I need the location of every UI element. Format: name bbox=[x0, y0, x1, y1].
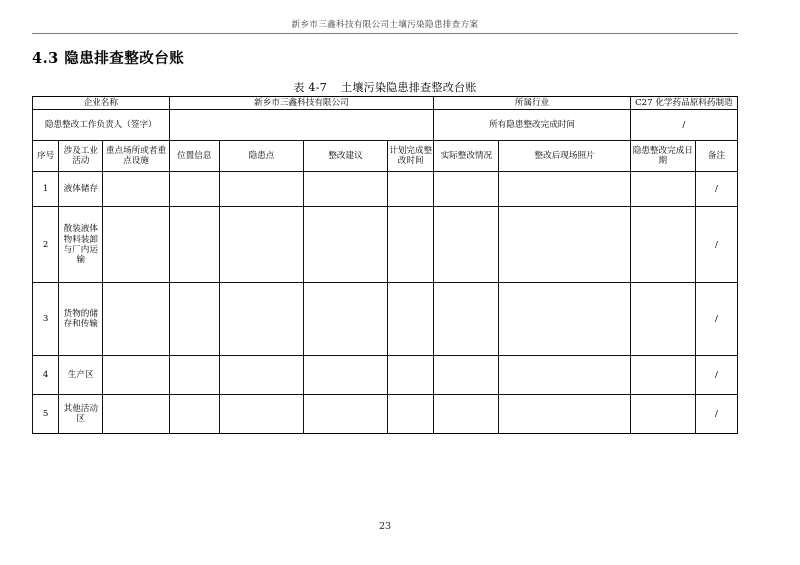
cell-actual-status[interactable] bbox=[434, 356, 499, 395]
page-number: 23 bbox=[378, 521, 392, 532]
cell-remark[interactable]: / bbox=[695, 283, 737, 356]
cell-index: 3 bbox=[33, 283, 59, 356]
cell-actual-status[interactable] bbox=[434, 395, 499, 434]
cell-planned-date[interactable] bbox=[388, 207, 434, 283]
cell-index: 2 bbox=[33, 207, 59, 283]
cell-remark[interactable]: / bbox=[695, 207, 737, 283]
page-title: 4.3 隐患排查整改台账 bbox=[32, 50, 185, 67]
column-header-rectification-completion-date: 隐患整改完成日期 bbox=[630, 141, 695, 172]
cell-planned-date[interactable] bbox=[388, 172, 434, 207]
meta-label-industry: 所属行业 bbox=[434, 97, 630, 110]
cell-industrial-activity: 液体储存 bbox=[59, 172, 103, 207]
cell-hazard-point[interactable] bbox=[219, 172, 303, 207]
column-header-index: 序号 bbox=[33, 141, 59, 172]
cell-planned-date[interactable] bbox=[388, 395, 434, 434]
cell-completion-date[interactable] bbox=[630, 356, 695, 395]
cell-location[interactable] bbox=[169, 207, 219, 283]
cell-location[interactable] bbox=[169, 395, 219, 434]
table-row-meta-enterprise bbox=[33, 97, 738, 110]
cell-photo[interactable] bbox=[499, 207, 630, 283]
cell-location[interactable] bbox=[169, 356, 219, 395]
cell-completion-date[interactable] bbox=[630, 207, 695, 283]
table-caption-title: 土壤污染隐患排查整改台账 bbox=[341, 81, 477, 94]
cell-photo[interactable] bbox=[499, 283, 630, 356]
table-row bbox=[33, 283, 738, 356]
cell-actual-status[interactable] bbox=[434, 283, 499, 356]
cell-industrial-activity: 散装液体物料装卸与厂内运输 bbox=[59, 207, 103, 283]
ledger-table-wrapper bbox=[32, 96, 738, 434]
meta-label-responsible-person: 隐患整改工作负责人（签字） bbox=[33, 110, 170, 141]
cell-key-site[interactable] bbox=[103, 283, 169, 356]
cell-industrial-activity: 货物的储存和传输 bbox=[59, 283, 103, 356]
meta-value-industry: C27 化学药品原料药制造 bbox=[630, 97, 737, 110]
column-header-post-rectification-photo: 整改后现场照片 bbox=[499, 141, 630, 172]
cell-actual-status[interactable] bbox=[434, 172, 499, 207]
meta-value-all-rectification-time: / bbox=[630, 110, 737, 141]
column-header-key-site-or-facility: 重点场所或者重点设施 bbox=[103, 141, 169, 172]
meta-label-all-rectification-time: 所有隐患整改完成时间 bbox=[434, 110, 630, 141]
cell-key-site[interactable] bbox=[103, 172, 169, 207]
cell-hazard-point[interactable] bbox=[219, 207, 303, 283]
cell-remark[interactable]: / bbox=[695, 395, 737, 434]
meta-value-enterprise-name: 新乡市三鑫科技有限公司 bbox=[169, 97, 434, 110]
cell-suggestion[interactable] bbox=[304, 395, 388, 434]
cell-actual-status[interactable] bbox=[434, 207, 499, 283]
cell-completion-date[interactable] bbox=[630, 172, 695, 207]
table-header-row bbox=[33, 141, 738, 172]
column-header-location-info: 位置信息 bbox=[169, 141, 219, 172]
column-header-hazard-point: 隐患点 bbox=[219, 141, 303, 172]
table-row bbox=[33, 395, 738, 434]
cell-planned-date[interactable] bbox=[388, 356, 434, 395]
column-header-remark: 备注 bbox=[695, 141, 737, 172]
cell-location[interactable] bbox=[169, 172, 219, 207]
cell-index: 5 bbox=[33, 395, 59, 434]
cell-remark[interactable]: / bbox=[695, 172, 737, 207]
meta-label-enterprise-name: 企业名称 bbox=[33, 97, 170, 110]
column-header-planned-completion-time: 计划完成整改时间 bbox=[388, 141, 434, 172]
cell-completion-date[interactable] bbox=[630, 283, 695, 356]
cell-key-site[interactable] bbox=[103, 356, 169, 395]
cell-completion-date[interactable] bbox=[630, 395, 695, 434]
cell-suggestion[interactable] bbox=[304, 172, 388, 207]
table-row bbox=[33, 356, 738, 395]
column-header-actual-rectification-status: 实际整改情况 bbox=[434, 141, 499, 172]
meta-value-responsible-person bbox=[169, 110, 434, 141]
column-header-rectification-suggestion: 整改建议 bbox=[304, 141, 388, 172]
ledger-table bbox=[32, 96, 738, 434]
cell-photo[interactable] bbox=[499, 395, 630, 434]
cell-photo[interactable] bbox=[499, 356, 630, 395]
cell-planned-date[interactable] bbox=[388, 283, 434, 356]
table-row-meta-responsible bbox=[33, 110, 738, 141]
cell-hazard-point[interactable] bbox=[219, 356, 303, 395]
cell-key-site[interactable] bbox=[103, 395, 169, 434]
column-header-industrial-activity: 涉及工业活动 bbox=[59, 141, 103, 172]
cell-key-site[interactable] bbox=[103, 207, 169, 283]
cell-photo[interactable] bbox=[499, 172, 630, 207]
cell-hazard-point[interactable] bbox=[219, 283, 303, 356]
cell-index: 4 bbox=[33, 356, 59, 395]
cell-remark[interactable]: / bbox=[695, 356, 737, 395]
table-caption bbox=[32, 79, 738, 95]
cell-industrial-activity: 生产区 bbox=[59, 356, 103, 395]
cell-location[interactable] bbox=[169, 283, 219, 356]
running-header: 新乡市三鑫科技有限公司土壤污染隐患排查方案 bbox=[291, 20, 479, 30]
cell-hazard-point[interactable] bbox=[219, 395, 303, 434]
cell-industrial-activity: 其他活动区 bbox=[59, 395, 103, 434]
table-caption-number: 表 4-7 bbox=[293, 81, 328, 94]
cell-suggestion[interactable] bbox=[304, 283, 388, 356]
table-row bbox=[33, 207, 738, 283]
header-rule bbox=[32, 33, 738, 34]
table-row bbox=[33, 172, 738, 207]
cell-index: 1 bbox=[33, 172, 59, 207]
cell-suggestion[interactable] bbox=[304, 356, 388, 395]
cell-suggestion[interactable] bbox=[304, 207, 388, 283]
